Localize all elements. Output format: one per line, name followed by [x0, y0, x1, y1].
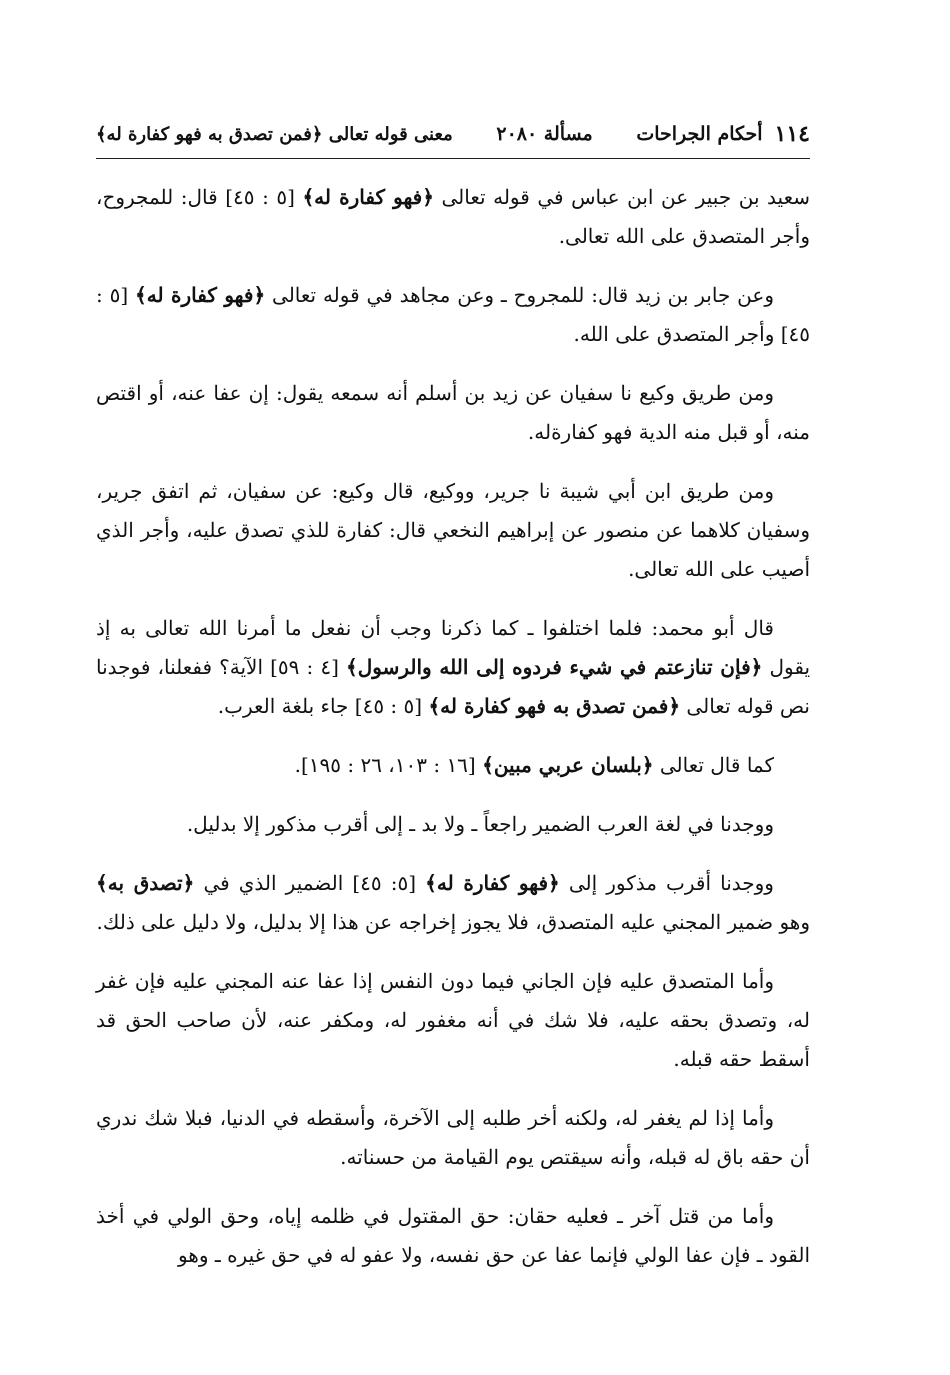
text-run: وعن جابر بن زيد قال: للمجروح ـ وعن مجاهد في قوله تعالى — [265, 283, 774, 307]
text-run: [١٦ : ١٠٣، ٢٦ : ١٩٥]. — [294, 753, 483, 777]
paragraph — [96, 1197, 810, 1275]
text-run: وأما إذا لم يغفر له، ولكنه أخر طلبه إلى الآخرة، وأسقطه في الدنيا، فبلا شك ندري أن حقه باق له قبله، وأنه سيقتص يوم القيامة من حسناته. — [96, 1106, 810, 1169]
text-run: [٥: ٤٥] الضمير الذي في — [194, 871, 426, 895]
text-run: قال أبو محمد: فلما اختلفوا ـ كما ذكرنا وجب أن نفعل ما أمرنا الله تعالى به إذ يقول — [96, 616, 811, 679]
text-run: [٤ : ٥٩] الآية؟ ففعلنا، فوجدنا نص قوله تعالى — [96, 655, 810, 718]
paragraph — [96, 472, 810, 589]
paragraph — [96, 746, 810, 785]
quran-quote: ﴿فمن تصدق به فهو كفارة له﴾ — [428, 694, 681, 718]
text-run: كما قال تعالى — [653, 753, 774, 777]
text-run: [٥ : ٤٥] جاء بلغة العرب. — [217, 694, 429, 718]
paragraph — [96, 178, 810, 256]
paragraph — [96, 276, 810, 354]
quran-quote: ﴿فإن تنازعتم في شيء فردوه إلى الله والرسول﴾ — [346, 655, 763, 679]
quran-quote: ﴿فهو كفارة له﴾ — [425, 871, 560, 895]
paragraph — [96, 962, 810, 1079]
text-run: ومن طريق ابن أبي شيبة نا جرير، ووكيع، قال وكيع: عن سفيان، ثم اتفق جرير، وسفيان كلاهما عن منصور عن إبراهيم النخعي قال: كفارة للذي تصدق عليه، وأجر الذي أصيب على الله تعالى. — [96, 479, 811, 581]
paragraph — [96, 805, 810, 844]
topic-title: معنى قوله تعالى ﴿فمن تصدق به فهو كفارة له﴾ — [96, 123, 453, 145]
page-number: ١١٤ — [774, 121, 810, 147]
text-run: سعيد بن جبير عن ابن عباس في قوله تعالى — [433, 185, 810, 209]
header-rule — [96, 158, 810, 159]
quran-quote: ﴿فهو كفارة له﴾ — [302, 185, 434, 209]
text-run: وأما المتصدق عليه فإن الجاني فيما دون النفس إذا عفا عنه المجني عليه فإن غفر له، وتصدق بحقه عليه، فلا شك في أنه مغفور له، ومكفر عنه، لأن صاحب الحق قد أسقط حقه قبله. — [96, 969, 810, 1071]
body-text — [96, 178, 810, 1295]
issue-number: مسألة ٢٠٨٠ — [496, 123, 593, 145]
text-run: وأما من قتل آخر ـ فعليه حقان: حق المقتول في ظلمه إياه، وحق الولي في أخذ القود ـ فإن عفا الولي فإنما عفا عن حق نفسه، ولا عفو له في حق غيره ـ وهو — [96, 1204, 810, 1267]
book-title: أحكام الجراحات — [636, 123, 763, 145]
text-run: ووجدنا في لغة العرب الضمير راجعاً ـ ولا بد ـ إلى أقرب مذكور إلا بدليل. — [186, 812, 774, 836]
running-header — [96, 114, 810, 154]
text-run: وهو ضمير المجني عليه المتصدق، فلا يجوز إخراجه عن هذا إلا بدليل، ولا دليل على ذلك. — [96, 910, 810, 934]
text-run: ومن طريق وكيع نا سفيان عن زيد بن أسلم أنه سمعه يقول: إن عفا عنه، أو اقتص منه، أو قبل منه الدية فهو كفارةله. — [96, 381, 810, 444]
paragraph — [96, 1099, 810, 1177]
text-run: [٥ : ٤٥] قال: للمجروح، وأجر المتصدق على الله تعالى. — [96, 185, 810, 248]
paragraph — [96, 864, 810, 942]
paragraph — [96, 374, 810, 452]
quran-quote: ﴿بلسان عربي مبين﴾ — [482, 753, 654, 777]
quran-quote: ﴿فهو كفارة له﴾ — [135, 283, 266, 307]
text-run: [٥ : ٤٥] وأجر المتصدق على الله. — [96, 283, 810, 346]
quran-quote: ﴿تصدق به﴾ — [96, 871, 195, 895]
header-right — [636, 121, 810, 147]
paragraph — [96, 609, 810, 726]
text-run: ووجدنا أقرب مذكور إلى — [559, 871, 774, 895]
